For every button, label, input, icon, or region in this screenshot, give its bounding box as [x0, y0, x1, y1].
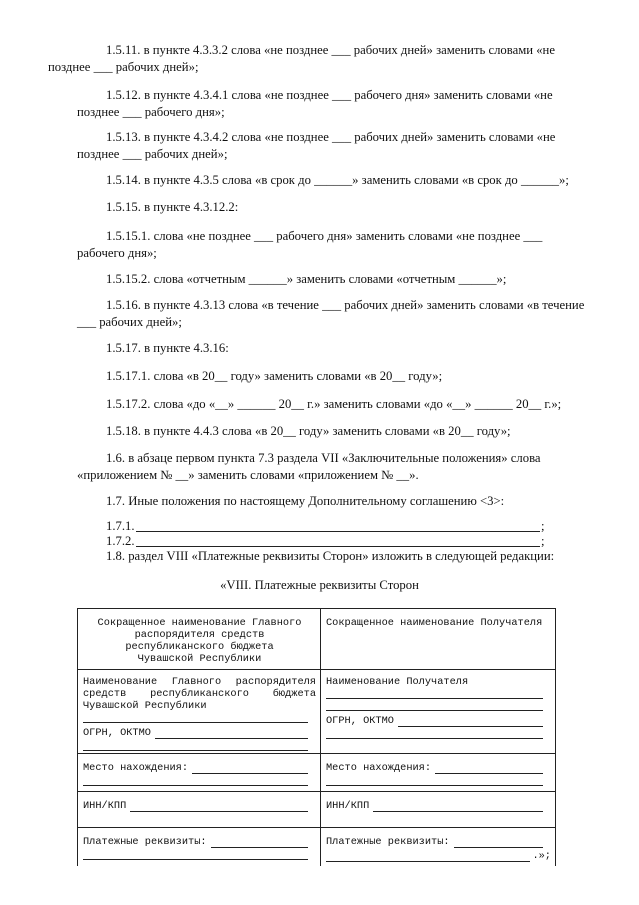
left-ogrn-fill-line[interactable]	[155, 728, 308, 739]
left-payment-label: Платежные реквизиты:	[83, 836, 207, 848]
left-inn-label: ИНН/КПП	[83, 800, 127, 812]
left-ogrn-label: ОГРН, ОКТМО	[83, 727, 151, 739]
table-row	[78, 754, 556, 792]
right-ogrn-label: ОГРН, ОКТМО	[326, 715, 394, 727]
table-row	[78, 828, 556, 867]
right-payment-fill-line[interactable]	[454, 837, 543, 848]
right-ogrn-row	[326, 715, 543, 727]
paragraph-line: позднее ___ рабочих дней»;	[77, 147, 228, 161]
right-payment-row	[326, 836, 543, 848]
left-name-line: Наименование Главного распорядителя	[83, 676, 316, 688]
paragraph-line: 1.5.15. в пункте 4.3.12.2:	[106, 200, 239, 214]
right-header-text: Сокращенное наименование Получателя	[326, 617, 543, 629]
paragraph-line: 1.5.15.2. слова «отчетным ______» заменить словами «отчетным ______»;	[106, 272, 507, 286]
right-name-label: Наименование Получателя	[326, 676, 469, 688]
paragraph-line: ___ рабочих дней»;	[77, 315, 182, 329]
table-row	[78, 670, 556, 754]
paragraph-line: рабочего дня»;	[77, 246, 157, 260]
left-location-fill-line[interactable]	[192, 763, 308, 774]
paragraph-line: 1.5.14. в пункте 4.3.5 слова «в срок до ______» заменить словами «в срок до ______»;	[106, 173, 569, 187]
paragraph-1-6	[77, 450, 593, 484]
item-1-7-2-fill-line	[136, 546, 540, 547]
right-payment-closing-row	[326, 850, 551, 862]
paragraph-line: позднее ___ рабочих дней»;	[48, 60, 199, 74]
left-ogrn-fill-line-2	[83, 750, 308, 751]
closing-quote: .»;	[532, 850, 551, 862]
paragraph-line: 1.5.18. в пункте 4.4.3 слова «в 20__ году» заменить словами «в 20__ году»;	[106, 424, 511, 438]
item-1-7-1-fill-line	[136, 531, 540, 532]
paragraph-line: позднее ___ рабочего дня»;	[77, 105, 225, 119]
paragraph-line: 1.5.17.1. слова «в 20__ году» заменить словами «в 20__ году»;	[106, 369, 443, 383]
left-location-label: Место нахождения:	[83, 762, 189, 774]
right-location-row	[326, 762, 543, 774]
right-location-cell	[321, 754, 556, 792]
right-ogrn-fill-line[interactable]	[398, 716, 543, 727]
paragraph-1-5-18	[77, 423, 593, 440]
right-inn-label: ИНН/КПП	[326, 800, 370, 812]
right-location-fill-line[interactable]	[435, 763, 543, 774]
left-inn-cell	[78, 792, 321, 828]
right-header-cell	[321, 609, 556, 670]
left-header-line: республиканского бюджета	[125, 641, 274, 653]
left-payment-fill-line[interactable]	[211, 837, 308, 848]
left-header-line: Чувашской Республики	[137, 653, 262, 665]
right-inn-fill-line[interactable]	[373, 801, 543, 812]
left-header-line: распорядителя средств	[134, 629, 265, 641]
paragraph-1-5-14	[77, 172, 593, 189]
paragraph-1-5-17	[77, 340, 593, 357]
left-location-cell	[78, 754, 321, 792]
left-payment-cell	[78, 828, 321, 867]
table-row	[78, 609, 556, 670]
paragraph-1-5-17-1	[77, 368, 593, 385]
right-location-fill-line-2	[326, 785, 543, 786]
paragraph-line: 1.5.16. в пункте 4.3.13 слова «в течение ___ рабочих дней» заменить словами «в течение	[106, 298, 585, 312]
paragraph-line: 1.5.15.1. слова «не позднее ___ рабочего дня» заменить словами «не позднее ___	[106, 229, 543, 243]
right-name-fill-line-2[interactable]	[326, 710, 543, 711]
paragraph-1-5-15	[77, 199, 593, 216]
left-name-line: средств республиканского бюджета	[83, 688, 316, 700]
paragraph-line: 1.6. в абзаце первом пункта 7.3 раздела VII «Заключительные положения» слова	[106, 451, 541, 465]
paragraph-line: 1.5.17. в пункте 4.3.16:	[106, 341, 229, 355]
right-inn-cell	[321, 792, 556, 828]
right-payment-cell	[321, 828, 556, 867]
left-inn-row	[83, 800, 308, 812]
right-inn-row	[326, 800, 543, 812]
right-payment-label: Платежные реквизиты:	[326, 836, 450, 848]
table-row	[78, 792, 556, 828]
section-heading: «VIII. Платежные реквизиты Сторон	[220, 578, 419, 592]
paragraph-line: «приложением № __» заменить словами «приложением № __».	[77, 468, 419, 482]
paragraph-1-5-17-2	[77, 396, 593, 413]
right-payment-fill-line-2[interactable]	[326, 851, 530, 862]
paragraph-line: 1.5.13. в пункте 4.3.4.2 слова «не позднее ___ рабочих дней» заменить словами «не	[106, 130, 556, 144]
item-1-7-1-semicolon: ;	[541, 519, 545, 533]
left-name-cell	[78, 670, 321, 754]
left-name-line: Чувашской Республики	[83, 700, 207, 712]
paragraph-line: 1.7. Иные положения по настоящему Дополнительному соглашению <3>:	[106, 494, 505, 508]
item-1-7-1-label: 1.7.1.	[106, 519, 135, 533]
left-payment-fill-line-2	[83, 859, 308, 860]
item-1-7-2-semicolon: ;	[541, 534, 545, 548]
item-1-7-2-label: 1.7.2.	[106, 534, 135, 548]
left-inn-fill-line[interactable]	[130, 801, 308, 812]
right-name-fill-line[interactable]	[326, 698, 543, 699]
left-name-fill-line	[83, 722, 308, 723]
paragraph-line: 1.5.11. в пункте 4.3.3.2 слова «не позднее ___ рабочих дней» заменить словами «не	[106, 43, 555, 57]
left-location-row	[83, 762, 308, 774]
left-payment-row	[83, 836, 308, 848]
payment-details-table	[77, 608, 556, 866]
paragraph-line: 1.5.12. в пункте 4.3.4.1 слова «не позднее ___ рабочего дня» заменить словами «не	[106, 88, 553, 102]
left-ogrn-row	[83, 727, 308, 739]
right-name-cell	[321, 670, 556, 754]
paragraph-1-5-16	[77, 297, 593, 331]
paragraph-line: 1.5.17.2. слова «до «__» ______ 20__ г.» заменить словами «до «__» ______ 20__ г.»;	[106, 397, 562, 411]
left-header-line: Сокращенное наименование Главного	[97, 617, 302, 629]
right-location-label: Место нахождения:	[326, 762, 432, 774]
paragraph-1-8: 1.8. раздел VIII «Платежные реквизиты Сторон» изложить в следующей редакции:	[106, 549, 555, 563]
paragraph-1-5-12	[77, 87, 593, 121]
right-ogrn-fill-line-2	[326, 738, 543, 739]
paragraph-1-5-15-1	[77, 228, 593, 262]
paragraph-1-5-15-2	[77, 271, 593, 288]
left-header-cell	[78, 609, 321, 670]
left-location-fill-line-2	[83, 785, 308, 786]
paragraph-1-7	[77, 493, 593, 510]
paragraph-1-5-11	[48, 42, 593, 76]
paragraph-1-5-13	[77, 129, 593, 163]
